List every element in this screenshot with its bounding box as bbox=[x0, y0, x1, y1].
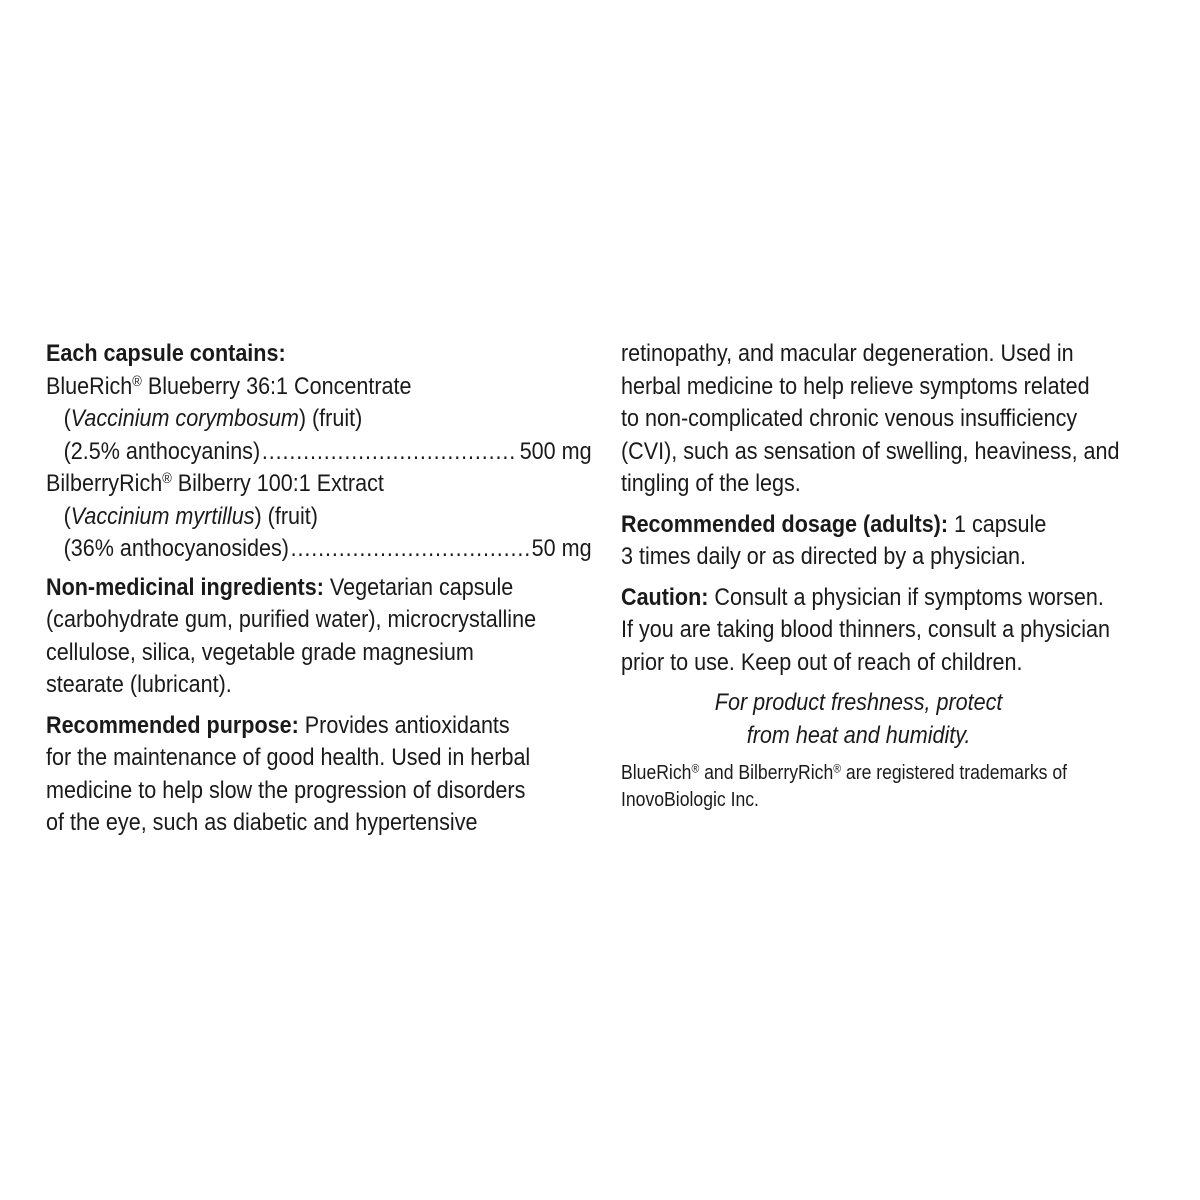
purpose-text: herbal medicine to help relieve symptoms related bbox=[621, 372, 1090, 400]
trademark-note bbox=[621, 760, 1165, 814]
non-medicinal-text: (carbohydrate gum, purified water), microcrystalline bbox=[46, 606, 537, 633]
ingredient-2-brand: BilberryRich bbox=[46, 470, 163, 497]
contains-heading: Each capsule contains: bbox=[46, 340, 286, 367]
caution-text: prior to use. Keep out of reach of children. bbox=[621, 648, 1023, 676]
paren: ( bbox=[63, 405, 71, 432]
dosage-label: Recommended dosage (adults): bbox=[621, 510, 949, 538]
ingredient-1-amount-row bbox=[46, 436, 592, 469]
ingredient-2-amount-row bbox=[46, 533, 592, 566]
ingredient-1-amount: 500 mg bbox=[519, 437, 592, 465]
dosage-section bbox=[621, 509, 1165, 574]
non-medicinal-section bbox=[46, 572, 592, 702]
ingredient-2-name bbox=[46, 468, 592, 501]
ingredient-2-standard: (36% anthocyanosides) bbox=[63, 535, 289, 562]
purpose-text: retinopathy, and macular degeneration. Used in bbox=[621, 340, 1074, 367]
registered-mark: ® bbox=[691, 761, 700, 776]
purpose-continued bbox=[621, 338, 1165, 501]
non-medicinal-text: stearate (lubricant). bbox=[46, 671, 232, 698]
ingredient-1-source bbox=[46, 403, 592, 436]
caution-text: If you are taking blood thinners, consult a physician bbox=[621, 616, 1110, 643]
dosage-text: 3 times daily or as directed by a physician. bbox=[621, 543, 1027, 570]
caution-section bbox=[621, 582, 1165, 680]
trademark-brand: BlueRich bbox=[621, 762, 692, 784]
paren: ( bbox=[63, 502, 71, 530]
non-medicinal-text: cellulose, silica, vegetable grade magnesium bbox=[46, 638, 474, 666]
purpose-text: (CVI), such as sensation of swelling, heaviness, and bbox=[621, 437, 1120, 465]
purpose-text: tingling of the legs. bbox=[621, 470, 801, 497]
ingredient-2-title: Bilberry 100:1 Extract bbox=[171, 470, 384, 497]
left-column bbox=[46, 338, 592, 840]
non-medicinal-label: Non-medicinal ingredients: bbox=[46, 573, 324, 601]
non-medicinal-text: Vegetarian capsule bbox=[323, 573, 514, 601]
purpose-text: Provides antioxidants bbox=[298, 711, 510, 739]
freshness-note bbox=[621, 687, 1096, 752]
trademark-company: InovoBiologic Inc. bbox=[621, 789, 759, 811]
ingredient-1-standard: (2.5% anthocyanins) bbox=[63, 437, 261, 465]
freshness-text: from heat and humidity. bbox=[746, 721, 971, 749]
purpose-text: for the maintenance of good health. Used in herbal bbox=[46, 744, 531, 771]
freshness-text: For product freshness, protect bbox=[714, 689, 1003, 716]
caution-label: Caution: bbox=[621, 583, 709, 611]
dosage-text: 1 capsule bbox=[948, 510, 1047, 538]
purpose-section bbox=[46, 710, 592, 840]
ingredient-1-name bbox=[46, 371, 592, 404]
registered-mark: ® bbox=[162, 470, 172, 487]
dot-leader bbox=[291, 533, 530, 566]
purpose-label: Recommended purpose: bbox=[46, 711, 299, 739]
ingredient-1-latin: Vaccinium corymbosum bbox=[70, 405, 299, 432]
caution-text: Consult a physician if symptoms worsen. bbox=[708, 583, 1104, 611]
ingredient-2-latin: Vaccinium myrtillus bbox=[70, 502, 255, 530]
ingredient-1-brand: BlueRich bbox=[46, 372, 133, 400]
ingredient-1-part: ) (fruit) bbox=[298, 405, 363, 432]
purpose-text: medicine to help slow the progression of disorders bbox=[46, 776, 526, 804]
trademark-text: and BilberryRich bbox=[699, 762, 834, 784]
trademark-text: are registered trademarks of bbox=[841, 762, 1067, 784]
purpose-text: to non-complicated chronic venous insufficiency bbox=[621, 405, 1078, 432]
registered-mark: ® bbox=[833, 761, 842, 776]
ingredient-2-source bbox=[46, 501, 592, 534]
ingredient-2-part: ) (fruit) bbox=[254, 502, 318, 530]
registered-mark: ® bbox=[132, 373, 142, 390]
dot-leader bbox=[262, 436, 518, 469]
ingredient-1-title: Blueberry 36:1 Concentrate bbox=[141, 372, 412, 400]
purpose-text: of the eye, such as diabetic and hypertensive bbox=[46, 809, 478, 836]
ingredient-2-amount: 50 mg bbox=[531, 535, 592, 562]
right-column bbox=[621, 338, 1165, 814]
